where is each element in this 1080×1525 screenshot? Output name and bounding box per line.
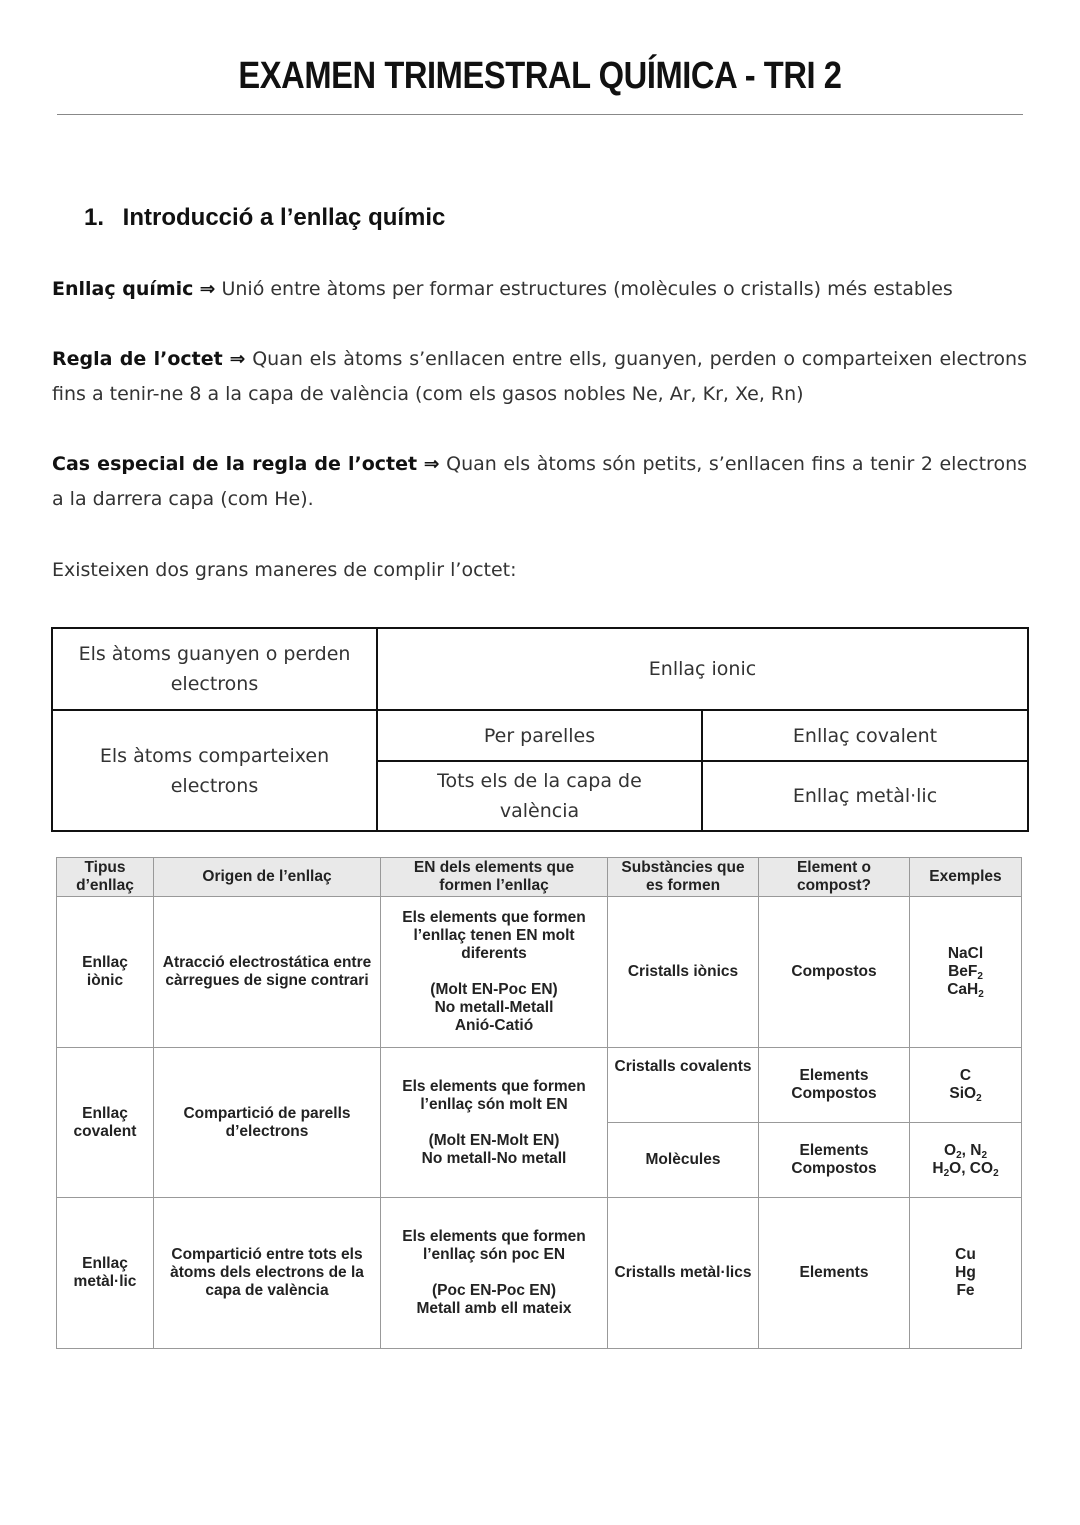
en-detail: (Molt EN-Poc EN) xyxy=(430,981,558,998)
origin-cell: Compartició entre tots els àtoms dels electrons de la capa de valència xyxy=(154,1198,381,1349)
table-row xyxy=(57,897,1022,1048)
paragraph-octet-special-case xyxy=(52,447,1027,517)
title-divider xyxy=(57,114,1023,115)
paragraph-octet-rule xyxy=(52,342,1027,412)
section-title: Introducció a l’enllaç químic xyxy=(122,204,446,231)
section-heading xyxy=(84,204,445,232)
example-formula: O, CO xyxy=(949,1160,994,1177)
example-formula: O xyxy=(944,1142,957,1159)
example-formula: , N xyxy=(961,1142,982,1159)
kind-cell: Compostos xyxy=(759,897,910,1048)
term-chemical-bond: Enllaç químic xyxy=(52,278,194,300)
table-header-row xyxy=(57,858,1022,897)
example-formula: Cu xyxy=(955,1246,976,1263)
section-number: 1. xyxy=(84,204,105,231)
octet-ways-table xyxy=(51,627,1029,832)
table1-cell: Els àtoms guanyen o perden electrons xyxy=(52,628,377,710)
en-description: Els elements que formen l’enllaç tenen EN molt diferents xyxy=(402,909,586,962)
en-cell xyxy=(381,1048,608,1198)
column-header: Origen de l’enllaç xyxy=(154,858,381,897)
term-special-case: Cas especial de la regla de l’octet xyxy=(52,453,418,475)
table1-cell: Els àtoms comparteixen electrons xyxy=(52,710,377,831)
table-row xyxy=(57,1048,1022,1123)
table1-cell: Enllaç covalent xyxy=(702,710,1028,761)
en-detail: No metall-Metall xyxy=(434,999,554,1016)
origin-cell: Compartició de parells d’electrons xyxy=(154,1048,381,1198)
examples-cell xyxy=(910,1048,1022,1123)
table1-cell: Per parelles xyxy=(377,710,702,761)
substance-cell: Cristalls covalents xyxy=(608,1048,759,1123)
examples-cell xyxy=(910,897,1022,1048)
term-octet-rule: Regla de l’octet xyxy=(52,348,223,370)
substance-cell: Cristalls metàl·lics xyxy=(608,1198,759,1349)
formula-subscript: 2 xyxy=(956,1150,962,1161)
examples-cell xyxy=(910,1198,1022,1349)
en-description: Els elements que formen l’enllaç són molt EN xyxy=(402,1077,586,1113)
example-formula: NaCl xyxy=(947,945,984,962)
kind-cell xyxy=(759,1048,910,1123)
kind-cell xyxy=(759,1123,910,1198)
bond-type-cell: Enllaç iònic xyxy=(57,897,154,1048)
example-formula: Fe xyxy=(956,1282,975,1299)
kind-label: Compostos xyxy=(791,1160,877,1177)
example-formula: BeF xyxy=(948,963,978,980)
formula-subscript: 2 xyxy=(977,971,983,982)
example-formula: H xyxy=(932,1160,944,1177)
table1-cell: Enllaç ionic xyxy=(377,628,1028,710)
paragraph-intro-table: Existeixen dos grans maneres de complir l’octet: xyxy=(52,559,517,581)
formula-subscript: 2 xyxy=(993,1168,999,1179)
definition-text: Quan els àtoms s’enllacen entre ells, guanyen, perden o comparteixen electrons fins a tenir-ne 8 a la capa de valència (com els gasos nobles Ne, Ar, Kr, Xe, Rn) xyxy=(52,348,1027,405)
en-detail: (Molt EN-Molt EN) xyxy=(428,1131,560,1149)
example-formula: C xyxy=(959,1067,972,1084)
bond-type-cell: Enllaç metàl·lic xyxy=(57,1198,154,1349)
bond-type-cell: Enllaç covalent xyxy=(57,1048,154,1198)
example-formula: CaH xyxy=(947,981,979,998)
en-cell xyxy=(381,897,608,1048)
formula-subscript: 2 xyxy=(981,1150,987,1161)
origin-cell: Atracció electrostática entre càrregues de signe contrari xyxy=(154,897,381,1048)
column-header: EN dels elements que formen l’enllaç xyxy=(381,858,608,897)
en-description: Els elements que formen l’enllaç són poc EN xyxy=(402,1228,586,1263)
column-header: Element o compost? xyxy=(759,858,910,897)
paragraph-chemical-bond xyxy=(52,272,1027,307)
column-header: Tipus d’enllaç xyxy=(57,858,154,897)
en-detail: (Poc EN-Poc EN) xyxy=(431,1282,556,1299)
example-formula: SiO xyxy=(949,1085,977,1102)
document-title: EXAMEN TRIMESTRAL QUÍMICA - TRI 2 xyxy=(238,55,842,97)
kind-label: Compostos xyxy=(791,1085,877,1102)
arrow-icon: ⇒ xyxy=(229,348,246,370)
kind-cell: Elements xyxy=(759,1198,910,1349)
formula-subscript: 2 xyxy=(978,989,984,1000)
en-detail: No metall-No metall xyxy=(421,1149,567,1167)
arrow-icon: ⇒ xyxy=(199,278,216,300)
table1-cell: Enllaç metàl·lic xyxy=(702,761,1028,831)
table1-cell: Tots els de la capa de valència xyxy=(377,761,702,831)
en-detail: Metall amb ell mateix xyxy=(416,1300,572,1317)
example-formula: Hg xyxy=(955,1264,976,1281)
arrow-icon: ⇒ xyxy=(423,453,440,475)
table-row xyxy=(57,1198,1022,1349)
column-header: Exemples xyxy=(910,858,1022,897)
definition-text: Quan els àtoms són petits, s’enllacen fins a tenir 2 electrons a la darrera capa (com He). xyxy=(52,453,1028,510)
column-header: Substàncies que es formen xyxy=(608,858,759,897)
substance-cell: Cristalls iònics xyxy=(608,897,759,1048)
substance-cell: Molècules xyxy=(608,1123,759,1198)
examples-cell xyxy=(910,1123,1022,1198)
en-detail: Anió-Catió xyxy=(454,1017,534,1034)
en-cell xyxy=(381,1198,608,1349)
definition-text: Unió entre àtoms per formar estructures (molècules o cristalls) més estables xyxy=(215,278,953,300)
formula-subscript: 2 xyxy=(976,1093,982,1104)
kind-label: Elements xyxy=(799,1067,869,1084)
kind-label: Elements xyxy=(799,1142,869,1159)
formula-subscript: 2 xyxy=(943,1168,950,1179)
bond-types-table xyxy=(56,857,1022,1349)
